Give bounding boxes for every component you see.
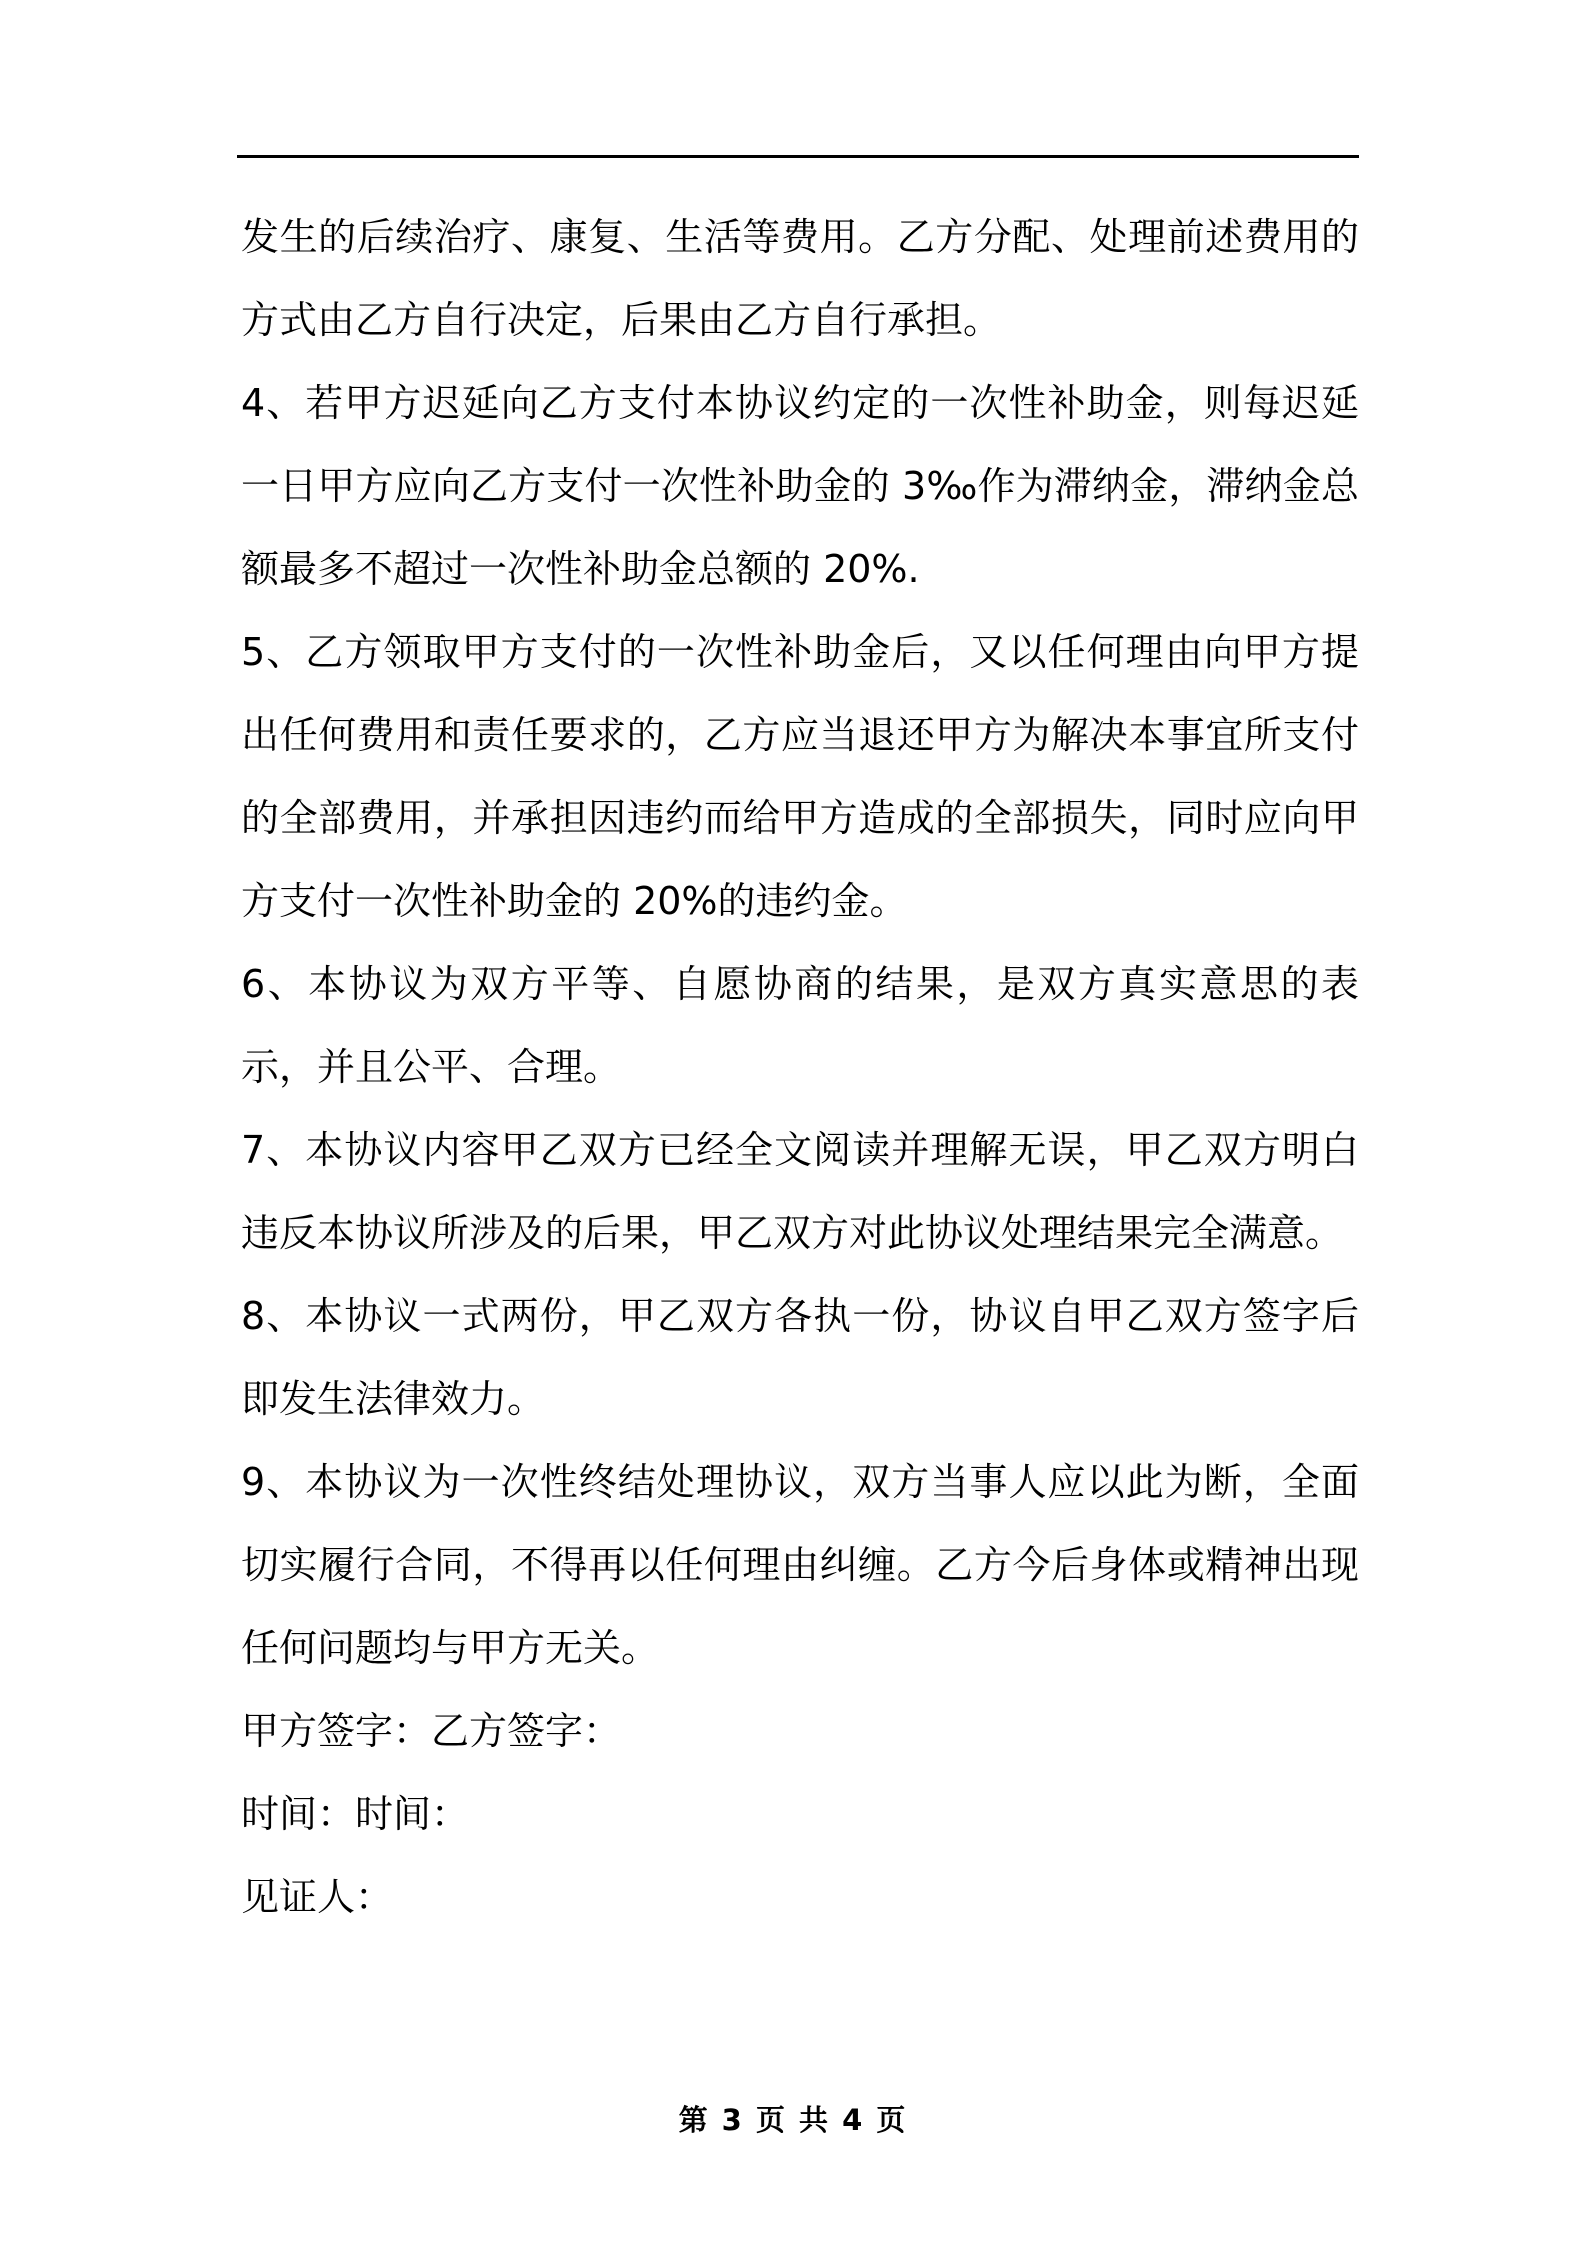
date-line: 时间：时间： xyxy=(241,1792,470,1836)
clause-7: 7、本协议内容甲乙双方已经全文阅读并理解无误，甲乙双方明白违反本协议所涉及的后果，甲乙双方对此协议处理结果完全满意。 xyxy=(241,1128,1359,1255)
clause-5: 5、乙方领取甲方支付的一次性补助金后，又以任何理由向甲方提出任何费用和责任要求的，乙方应当退还甲方为解决本事宜所支付的全部费用，并承担因违约而给甲方造成的全部损失，同时应向甲方支付一次性补助金的 20%的违约金。 xyxy=(241,630,1359,923)
document-body xyxy=(241,196,1359,1939)
signature-line: 甲方签字：乙方签字： xyxy=(241,1709,622,1753)
header-rule xyxy=(237,155,1359,158)
clause-8: 8、本协议一式两份，甲乙双方各执一份，协议自甲乙双方签字后即发生法律效力。 xyxy=(241,1294,1359,1421)
clause-6: 6、本协议为双方平等、自愿协商的结果，是双方真实意思的表示，并且公平、合理。 xyxy=(241,962,1359,1089)
clause-4: 4、若甲方迟延向乙方支付本协议约定的一次性补助金，则每迟延一日甲方应向乙方支付一次性补助金的 3‰作为滞纳金，滞纳金总额最多不超过一次性补助金总额的 20%. xyxy=(241,381,1359,591)
paragraph-continuation: 发生的后续治疗、康复、生活等费用。乙方分配、处理前述费用的方式由乙方自行决定，后果由乙方自行承担。 xyxy=(241,215,1359,342)
clause-9: 9、本协议为一次性终结处理协议，双方当事人应以此为断，全面切实履行合同，不得再以任何理由纠缠。乙方今后身体或精神出现任何问题均与甲方无关。 xyxy=(241,1460,1359,1670)
witness-line: 见证人： xyxy=(241,1875,394,1919)
page-number: 第 3 页 共 4 页 xyxy=(678,2103,908,2137)
